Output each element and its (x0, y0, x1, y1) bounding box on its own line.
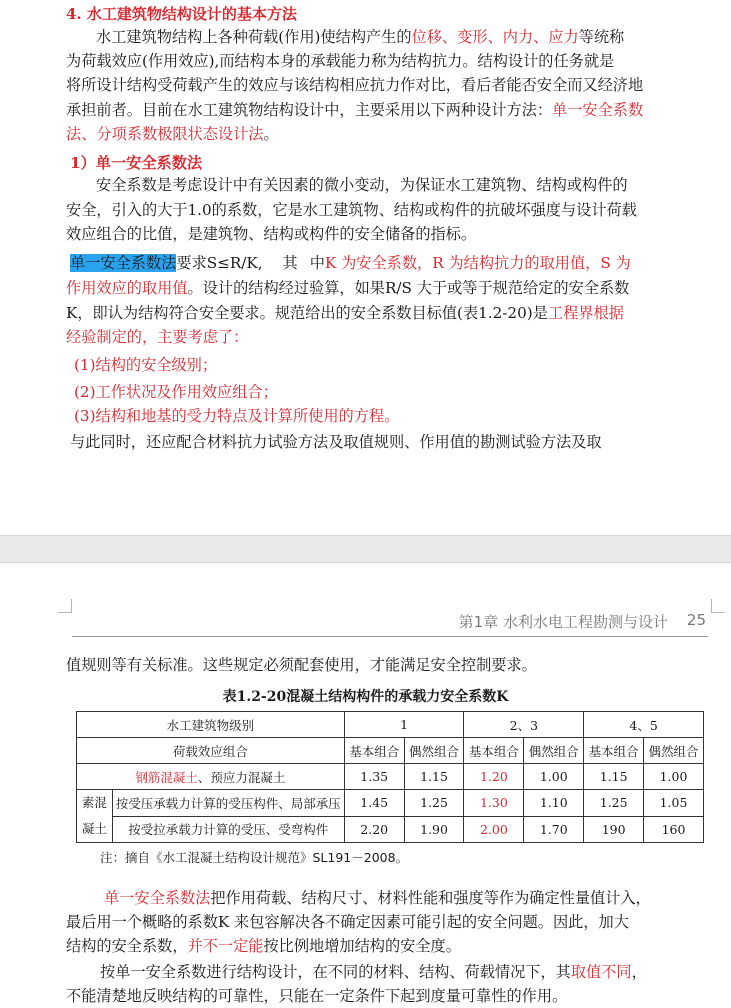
para2-line1: 安全系数是考虑设计中有关因素的微小变动，为保证水工建筑物、结构或构件的 (96, 176, 628, 194)
para6-line1: 按单一安全系数进行结构设计，在不同的材料、结构、荷载情况下，其取值不同， (100, 963, 647, 981)
table-cell: 1.00 (524, 764, 584, 790)
running-head-title: 第1章 水利水电工程勘测与设计 (458, 613, 668, 631)
para1-line2: 为荷载效应(作用效应),而结构本身的承载能力称为结构抗力。结构设计的任务就是 (66, 52, 615, 70)
table-note: 注：摘自《水工混凝土结构设计规范》SL191－2008。 (100, 850, 409, 865)
para2-line3: 效应组合的比值，是建筑物、结构或构件的安全储备的指标。 (66, 225, 477, 243)
table-cell: 偶然组合 (404, 738, 464, 764)
page-gap (0, 535, 731, 563)
para4-line1: 与此同时，还应配合材料抗力试验方法及取值规则、作用值的勘测试验方法及取 (70, 433, 602, 451)
crop-mark-left (58, 599, 72, 613)
table-cell: 1.00 (644, 764, 704, 790)
table-row-label: 钢筋混凝土、预应力混凝土 (77, 764, 345, 790)
para5-line2: 最后用一个概略的系数K 来包容解决各不确定因素可能引起的安全问题。因此，加大 (66, 913, 629, 931)
table-header-grade-4-5: 4、5 (584, 712, 704, 738)
table-cell: 基本组合 (584, 738, 644, 764)
para1-line4: 承担前者。目前在水工建筑物结构设计中，主要采用以下两种设计方法：单一安全系数 (66, 101, 644, 119)
para5-line1: 单一安全系数法把作用荷载、结构尺寸、材料性能和强度等作为确定性量值计入， (104, 889, 651, 907)
page-number: 25 (686, 611, 706, 629)
continued-line: 值规则等有关标准。这些规定必须配套使用，才能满足安全控制要求。 (66, 656, 537, 674)
table-cell: 1.25 (404, 790, 464, 817)
crop-mark-right (711, 599, 725, 613)
list-item-3: (3)结构和地基的受力特点及计算所使用的方程。 (74, 407, 400, 425)
table-cell: 1.70 (524, 816, 584, 843)
running-header (72, 607, 708, 637)
table-cell: 190 (584, 816, 644, 843)
table-cell: 偶然组合 (644, 738, 704, 764)
table-row (77, 816, 704, 843)
table-cell: 2.20 (344, 816, 404, 843)
table-header-combo: 荷载效应组合 (77, 738, 345, 764)
safety-factor-table (76, 711, 704, 843)
para1-line3: 将所设计结构受荷载产生的效应与该结构相应抗力作对比，看后者能否安全而又经济地 (66, 76, 644, 94)
table-header-grade: 水工建筑物级别 (77, 712, 345, 738)
sub-heading: 1）单一安全系数法 (70, 154, 203, 172)
para2-line2: 安全，引入的大于1.0的系数，它是水工建筑物、结构或构件的抗破坏强度与设计荷载 (66, 201, 637, 219)
para3-line3: K，即认为结构符合安全要求。规范给出的安全系数目标值(表1.2-20)是工程界根据 (66, 304, 624, 322)
list-item-1: (1)结构的安全级别； (74, 356, 218, 374)
table-cell: 1.45 (344, 790, 404, 817)
table-cell: 1.05 (644, 790, 704, 817)
table-cell: 1.25 (584, 790, 644, 817)
table-cell: 基本组合 (464, 738, 524, 764)
para6-line2: 不能清楚地反映结构的可靠性，只能在一定条件下起到度量可靠性的作用。 (66, 987, 568, 1005)
table-cell: 1.90 (404, 816, 464, 843)
table-cell: 偶然组合 (524, 738, 584, 764)
table-cell: 1.15 (404, 764, 464, 790)
para1-line1: 水工建筑物结构上各种荷载(作用)使结构产生的位移、变形、内力、应力等统称 (96, 28, 625, 46)
table-cell: 1.35 (344, 764, 404, 790)
text-selection-highlight[interactable]: 单一安全系数法 (70, 254, 177, 272)
list-item-2: (2)工作状况及作用效应组合； (74, 383, 278, 401)
table-header-grade-2-3: 2、3 (464, 712, 584, 738)
table-cell: 1.15 (584, 764, 644, 790)
table-group-label: 素混 凝土 (77, 790, 113, 843)
table-row (77, 790, 704, 817)
para3-line1: 单一安全系数法要求S≤R/K, 其 中K 为安全系数，R 为结构抗力的取用值，S 为 (70, 254, 631, 272)
para3-line4: 经验制定的，主要考虑了： (66, 328, 249, 346)
table-row-label: 按受压承载力计算的受压构件、局部承压 (112, 790, 344, 817)
section-heading: 4. 水工建筑物结构设计的基本方法 (66, 5, 297, 23)
table-cell: 基本组合 (344, 738, 404, 764)
table-cell: 1.30 (464, 790, 524, 817)
table-cell: 160 (644, 816, 704, 843)
table-row-label: 按受拉承载力计算的受压、受弯构件 (112, 816, 344, 843)
table-row (77, 738, 704, 764)
table-header-grade-1: 1 (344, 712, 464, 738)
para1-line5: 法、分项系数极限状态设计法。 (66, 125, 279, 143)
table-caption: 表1.2-20混凝土结构构件的承载力安全系数K (222, 689, 509, 705)
table-cell: 2.00 (464, 816, 524, 843)
table-cell: 1.10 (524, 790, 584, 817)
para3-line2: 作用效应的取用值。设计的结构经过验算，如果R/S 大于或等于规范给定的安全系数 (66, 279, 630, 297)
table-cell: 1.20 (464, 764, 524, 790)
table-row (77, 764, 704, 790)
para5-line3: 结构的安全系数，并不一定能按比例地增加结构的安全度。 (66, 937, 461, 955)
table-row (77, 712, 704, 738)
